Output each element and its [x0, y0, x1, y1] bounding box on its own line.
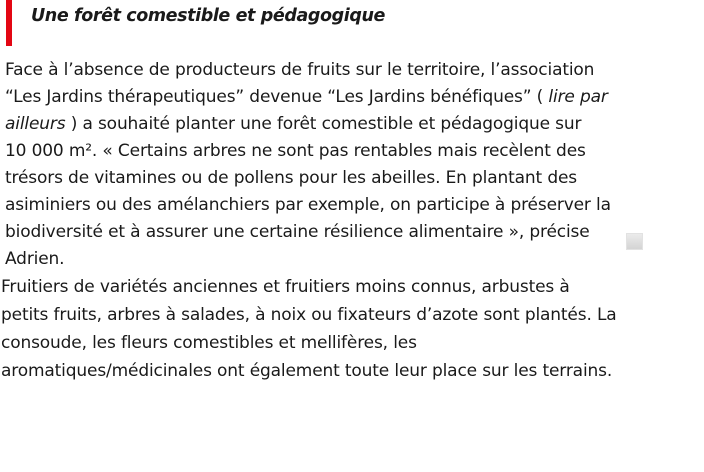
article-paragraph-1: [5, 57, 645, 273]
paragraph-line: trésors de vitamines ou de pollens pour les abeilles. En plantant des: [5, 168, 577, 188]
paragraph-line: 10 000 m². « Certains arbres ne sont pas rentables mais recèlent des: [5, 141, 586, 161]
paragraph-text: “Les Jardins thérapeutiques” devenue “Les Jardins bénéfiques” (: [5, 87, 549, 107]
heading-accent-bar: [6, 0, 12, 46]
see-elsewhere-link-text: lire par: [548, 87, 608, 107]
scroll-widget[interactable]: [626, 233, 643, 250]
paragraph-line: [5, 111, 645, 138]
paragraph-line: biodiversité et à assurer une certaine résilience alimentaire », précise: [5, 222, 590, 242]
see-elsewhere-link-text: ailleurs: [5, 114, 66, 134]
paragraph-line: [5, 84, 645, 111]
paragraph-line: consoude, les fleurs comestibles et mellifères, les: [1, 333, 417, 353]
article-paragraph-2: [1, 273, 661, 385]
article-heading: Une forêt comestible et pédagogique: [31, 6, 385, 26]
paragraph-line: petits fruits, arbres à salades, à noix ou fixateurs d’azote sont plantés. La: [1, 305, 617, 325]
paragraph-line: Face à l’absence de producteurs de fruits sur le territoire, l’association: [5, 60, 595, 80]
paragraph-line: asiminiers ou des amélanchiers par exemple, on participe à préserver la: [5, 195, 611, 215]
paragraph-text: ) a souhaité planter une forêt comestible et pédagogique sur: [65, 114, 582, 134]
paragraph-line: aromatiques/médicinales ont également toute leur place sur les terrains.: [1, 361, 613, 381]
paragraph-line: Fruitiers de variétés anciennes et fruitiers moins connus, arbustes à: [1, 277, 570, 297]
paragraph-line: Adrien.: [5, 249, 65, 269]
